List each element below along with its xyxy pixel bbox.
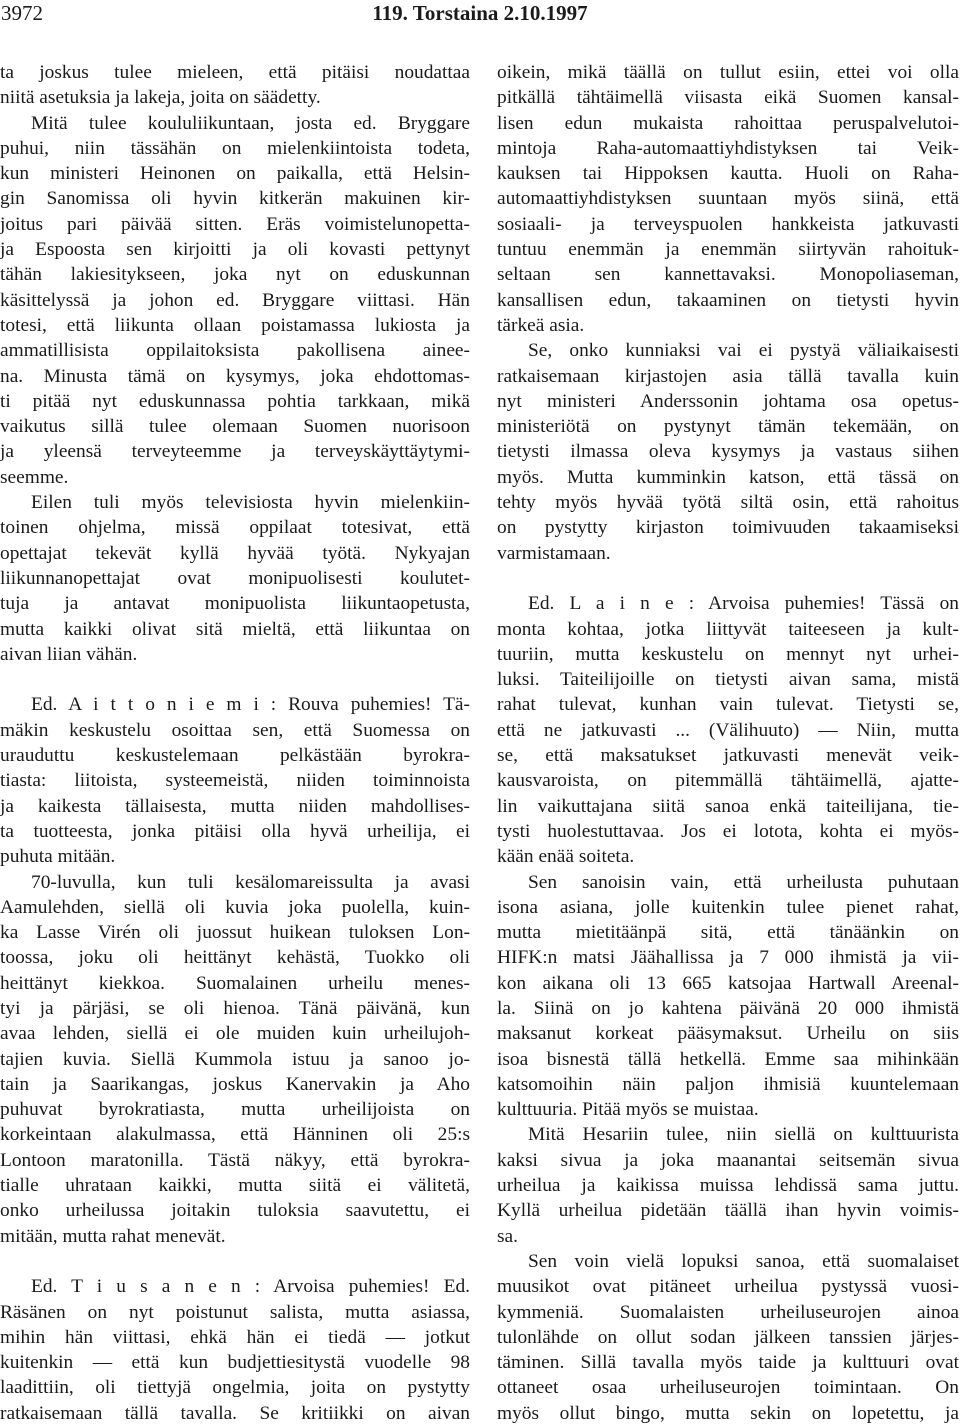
text-line: mutta kaikki olivat sitä mieltä, että liikuntaa on <box>0 618 470 640</box>
text-line: gin Sanomissa oli hyvin kitkerän makuinen kir- <box>0 188 470 210</box>
text-line: oikein, mikä täällä on tullut esiin, ettei voi olla <box>497 62 959 83</box>
text-line: tysti huolestuttavaa. Jos ei lotota, kohta ei myös- <box>497 820 959 842</box>
text-line: tähän lakiesitykseen, joka nyt on eduskunnan <box>0 264 470 286</box>
text-line: urauduttu keskustelemaan pelkästään byrokra- <box>0 745 470 767</box>
text-line: toinen ohjelma, missä oppilaat totesivat, että <box>0 517 470 539</box>
text-line: Sen sanoisin vain, että urheilusta puhutaan <box>528 871 959 893</box>
text-line: ratkaisemaan tällä tavalla. Se kritiikki on aivan <box>0 1402 470 1424</box>
text-line: HIFK:n matsi Jäähallissa ja 7 000 ihmistä ja vii- <box>497 947 959 969</box>
text-line: isona asiana, jolle kuitenkin tulee pienet rahat, <box>497 896 959 918</box>
text-line: Eilen tuli myös televisiosta hyvin mielenkiin- <box>31 492 470 514</box>
text-line: joitus pari päivää sitten. Eräs voimistelunopetta- <box>0 213 470 235</box>
text-line: rahat tulevat, kunhan vain tulevat. Tietysti se, <box>497 694 959 716</box>
text-line: kään enää soiteta. <box>497 846 635 868</box>
right-text-column <box>497 60 959 1426</box>
text-line: Mitä tulee koululiikuntaan, josta ed. Bryggare <box>31 112 470 134</box>
paragraph-gap <box>0 1249 470 1274</box>
text-line: lin vaikuttajana siitä sanoa enkä taiteilijana, tie- <box>497 795 959 817</box>
text-line: niitä asetuksia ja lakeja, joita on säädetty. <box>0 87 321 109</box>
text-line: Aamulehden, siellä oli kuvia joka puolella, kuin- <box>0 896 470 918</box>
paragraph-gap <box>0 667 470 692</box>
text-line: ti pitää nyt eduskunnassa pohtia tarkkaan, mikä <box>0 390 470 412</box>
text-line: la. Siinä on jo kahtena päivänä 20 000 ihmistä <box>497 997 959 1019</box>
text-line: tuntuu enemmän ja enemmän siirtyvän rahoituk- <box>497 239 959 261</box>
text-line: liikunnanopettajat ovat monipuolisesti koulutet- <box>0 567 470 589</box>
text-line: automaattiyhdistyksen suuntaan myös siinä, että <box>497 188 959 210</box>
text-line: myös. Mutta kumminkin katson, että tässä on <box>497 466 959 488</box>
text-line: että ne jatkuvasti ... (Välihuuto) — Niin, mutta <box>497 719 959 741</box>
text-line: ottaneet osaa urheiluseurojen toimintaan. On <box>497 1377 959 1399</box>
text-line: se, että maksatukset jatkuvasti menevät veik- <box>497 745 959 767</box>
text-line: tärkeä asia. <box>497 314 585 336</box>
text-line: Ed. L a i n e : Arvoisa puhemies! Tässä on <box>528 593 959 615</box>
page-header <box>0 0 960 36</box>
text-line: tajien kuvia. Siellä Kummola istuu ja sanoo jo- <box>0 1048 470 1070</box>
text-line: tialle uhrataan kaikki, mutta siitä ei välitetä, <box>0 1175 470 1197</box>
text-line: tuja ja antavat monipuolista liikuntaopetusta, <box>0 593 470 615</box>
text-line: tulonlähde on ollut sodan jälkeen tanssien järjes- <box>497 1326 959 1348</box>
text-line: Sen voin vielä lopuksi sanoa, että suomalaiset <box>528 1250 959 1272</box>
text-line: opettajat tekevät kyllä hyvää työtä. Nykyajan <box>0 542 470 564</box>
text-line: luksi. Taiteilijoille on tietysti aivan sama, mistä <box>497 669 959 691</box>
text-line: tuuriin, mutta keskustelu on mennyt nyt urhei- <box>497 643 959 665</box>
text-line: ammatillisista oppilaitoksista pakollisena ainee- <box>0 340 470 362</box>
text-line: vaikutus sillä tulee olemaan Suomen nuorisoon <box>0 416 470 438</box>
text-line: ratkaisemaan kirjastojen asia tällä tavalla kuin <box>497 365 959 387</box>
text-line: ka Lasse Virén oli juossut huikean tuloksen Lon- <box>0 922 470 944</box>
text-line: myös ollut bingo, mutta sekin on lopetettu, ja <box>497 1402 959 1424</box>
text-line: kulttuuria. Pitää myös se muistaa. <box>497 1099 759 1121</box>
text-line: aivan liian vähän. <box>0 643 138 665</box>
text-line: heittänyt kiekkoa. Suomalainen urheilu menes- <box>0 972 470 994</box>
text-line: Ed. T i u s a n e n : Arvoisa puhemies! Ed. <box>31 1276 470 1298</box>
text-line: seltaan sen kannettavaksi. Monopoliaseman, <box>497 264 959 286</box>
text-line: lisen edun mukaista rahoittaa peruspalvelutoi- <box>497 112 959 134</box>
text-line: urheilua ja kaikissa muissa lehdissä sama juttu. <box>497 1175 959 1197</box>
text-line: ta tuotteesta, jonka pitäisi olla hyvä urheilija, ei <box>0 820 470 842</box>
text-line: kauksen tai Hippoksen kautta. Huoli on Raha- <box>497 163 959 185</box>
text-line: 70-luvulla, kun tuli kesälomareissulta ja avasi <box>31 871 470 893</box>
text-line: ja Espoosta sen kirjoitti ja oli kovasti pettynyt <box>0 239 470 261</box>
text-line: varmistamaan. <box>497 542 611 564</box>
text-line: ja kaikesta tällaisesta, mutta niiden mahdollises- <box>0 795 470 817</box>
text-line: pitkällä tähtäimellä viisasta eikä Suomen kansal- <box>497 87 959 109</box>
text-line: muusikot ovat pitäneet urheilua pystyssä vuosi- <box>497 1276 959 1298</box>
text-line: käsittelyssä ja johon ed. Bryggare viittasi. Hän <box>0 289 470 311</box>
text-line: ja yleensä terveyteemme ja terveyskäyttäytymi- <box>0 441 470 463</box>
text-line: totesi, että liikunta ollaan poistamassa lukiosta ja <box>0 314 470 336</box>
text-line: kon aikana oli 13 665 katsojaa Hartwall Areenal- <box>497 972 959 994</box>
text-line: Kyllä urheilua pidetään täällä ihan hyvin voimis- <box>497 1200 959 1222</box>
paragraph-gap <box>497 566 959 591</box>
text-line: puhuta mitään. <box>0 846 116 868</box>
text-line: ministeriötä on pystynyt tämän tekemään, on <box>497 416 959 438</box>
text-line: sosiaali- ja terveyspuolen hankkeista jatkuvasti <box>497 213 959 235</box>
text-line: onko urheilussa joitakin tuloksia saavutettu, ei <box>0 1200 470 1222</box>
text-line: mihin hän viittasi, ehkä hän ei tiedä — jotkut <box>0 1326 470 1348</box>
text-line: na. Minusta tämä on kysymys, joka ehdottomas- <box>0 365 470 387</box>
left-text-column <box>0 60 470 1426</box>
text-line: nyt ministeri Anderssonin johtama osa opetus- <box>497 390 959 412</box>
text-line: puhuvat byrokratiasta, mutta urheilijoista on <box>0 1099 470 1121</box>
text-line: maksanut korkeat pääsymaksut. Urheilu on siis <box>497 1023 959 1045</box>
text-line: mäkin keskustelu osoittaa sen, että Suomessa on <box>0 719 470 741</box>
text-line: toossa, joku oli heittänyt kehästä, Tuokko oli <box>0 947 470 969</box>
text-line: kuitenkin — että kun budjettiesitystä vuodelle 98 <box>0 1352 470 1374</box>
text-line: Ed. A i t t o n i e m i : Rouva puhemies! Tä- <box>31 694 470 716</box>
text-line: isoa bisnestä tällä hetkellä. Emme saa mihinkään <box>497 1048 959 1070</box>
text-line: kaksi sivua ja joka maanantai seitsemän sivua <box>497 1149 959 1171</box>
session-heading: 119. Torstaina 2.10.1997 <box>372 1 588 25</box>
text-line: täminen. Sillä tavalla myös taide ja kulttuuri ovat <box>497 1352 959 1374</box>
text-line: kun ministeri Heinonen on paikalla, että Helsin- <box>0 163 470 185</box>
text-line: katsomoihin näin paljon ihmisiä kuuntelemaan <box>497 1073 959 1095</box>
text-line: avaa lehden, siellä ei ole muiden kuin urheilujoh- <box>0 1023 470 1045</box>
text-line: tiasta: liitoista, systeemeistä, niiden toiminnoista <box>0 770 470 792</box>
text-line: kausvaroista, on pitemmällä tähtäimellä, ajatte- <box>497 770 959 792</box>
text-line: mitään, mutta rahat menevät. <box>0 1225 226 1247</box>
text-line: mutta mietitäänpä sitä, että tänäänkin on <box>497 922 959 944</box>
text-line: sa. <box>497 1225 519 1247</box>
text-line: on pystytty kirjaston toimivuuden takaamiseksi <box>497 517 959 539</box>
text-line: seemme. <box>0 466 69 488</box>
text-line: ta joskus tulee mieleen, että pitäisi noudattaa <box>0 62 470 83</box>
text-line: mintoja Raha-automaattiyhdistyksen tai Veik- <box>497 137 959 159</box>
text-line: korkeintaan alakulmassa, että Hänninen oli 25:s <box>0 1124 470 1146</box>
text-line: Lontoon maratonilla. Tästä näkyy, että byrokra- <box>0 1149 470 1171</box>
text-line: tietysti ilmassa oleva kysymys ja vastaus siihen <box>497 441 959 463</box>
text-line: Mitä Hesariin tulee, niin siellä on kulttuurista <box>528 1124 959 1146</box>
text-line: Se, onko kunniaksi vai ei pystyä väliaikaisesti <box>528 340 959 362</box>
text-line: tain ja Saarikangas, joskus Kanervakin ja Aho <box>0 1073 470 1095</box>
page-number: 3972 <box>1 1 43 25</box>
text-line: tehty myös hyvää työtä siltä osin, että rahoitus <box>497 492 959 514</box>
text-line: tyi ja pärjäsi, se oli hienoa. Tänä päivänä, kun <box>0 997 470 1019</box>
text-line: kymmeniä. Suomalaisten urheiluseurojen ainoa <box>497 1301 959 1323</box>
text-line: kansallisen edun, takaaminen on tietysti hyvin <box>497 289 959 311</box>
text-line: laadittiin, oli tiettyjä ongelmia, joita on pystytty <box>0 1377 470 1399</box>
text-line: puhui, niin tässähän on mielenkiintoista todeta, <box>0 137 470 159</box>
text-line: Räsänen on nyt poistunut salista, mutta asiassa, <box>0 1301 470 1323</box>
text-line: monta kohtaa, jotka liittyvät taiteeseen ja kult- <box>497 618 959 640</box>
